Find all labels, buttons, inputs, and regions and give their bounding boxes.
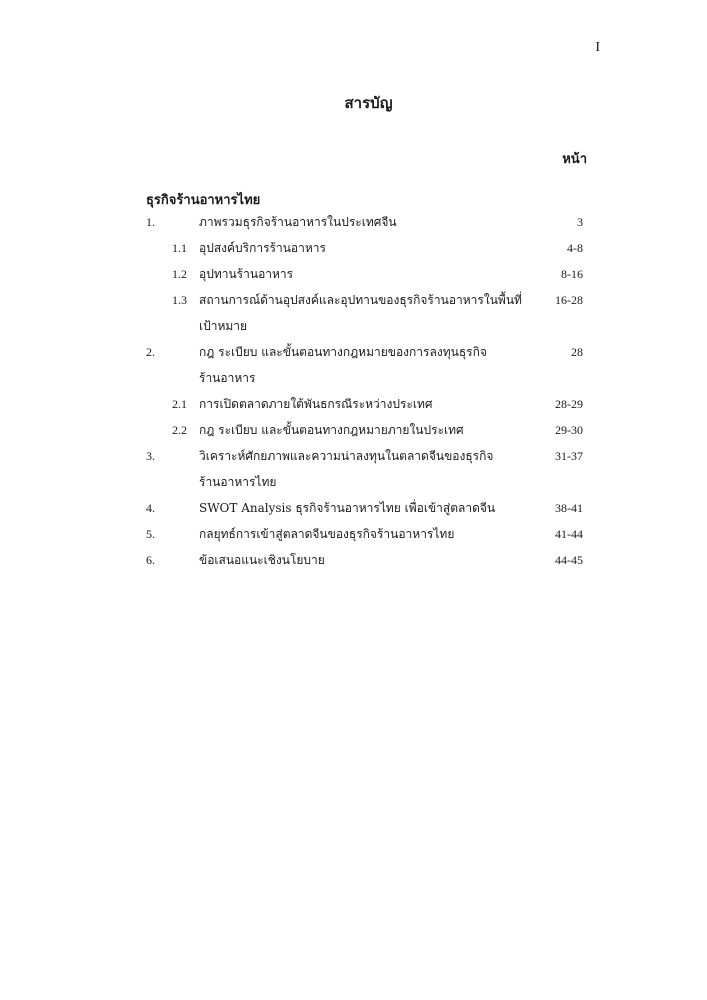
document-title: สารบัญ [344, 94, 393, 112]
toc-entry-page: 8-16 [561, 267, 583, 281]
toc-entry-number: 1.1 [172, 241, 187, 255]
toc-entry-text: ข้อเสนอแนะเชิงนโยบาย [199, 553, 325, 567]
toc-entry-page: 29-30 [555, 423, 583, 437]
page-number: I [595, 40, 600, 55]
toc-entry-number: 1. [146, 215, 155, 229]
toc-entry-text: กลยุทธ์การเข้าสู่ตลาดจีนของธุรกิจร้านอาหารไทย [199, 527, 455, 541]
toc-entry-text: กฎ ระเบียบ และขั้นตอนทางกฎหมายของการลงทุนธุรกิจ [199, 345, 487, 359]
toc-entry-text: วิเคราะห์ศักยภาพและความน่าลงทุนในตลาดจีนของธุรกิจ [199, 449, 494, 463]
toc-entry-number: 2.2 [172, 423, 187, 437]
toc-entry-number: 2.1 [172, 397, 187, 411]
toc-entry-page: 41-44 [555, 527, 583, 541]
toc-entry-number: 1.2 [172, 267, 187, 281]
toc-entry-text: อุปทานร้านอาหาร [199, 267, 294, 281]
toc-entry-page: 3 [577, 215, 583, 229]
toc-entry-page: 28-29 [555, 397, 583, 411]
toc-entry-number: 3. [146, 449, 155, 463]
toc-entry-text: การเปิดตลาดภายใต้พันธกรณีระหว่างประเทศ [199, 397, 433, 411]
toc-entry-number: 5. [146, 527, 155, 541]
toc-entry-number: 6. [146, 553, 155, 567]
toc-entry-text-continued: เป้าหมาย [199, 319, 248, 333]
toc-entry-page: 4-8 [567, 241, 583, 255]
toc-entry-text: สถานการณ์ด้านอุปสงค์และอุปทานของธุรกิจร้านอาหารในพื้นที่ [199, 293, 522, 307]
toc-entry-page: 38-41 [555, 501, 583, 515]
toc-entry-page: 31-37 [555, 449, 583, 463]
toc-entry-number: 1.3 [172, 293, 187, 307]
toc-entry-page: 16-28 [555, 293, 583, 307]
toc-entry-text: SWOT Analysis ธุรกิจร้านอาหารไทย เพื่อเข้าสู่ตลาดจีน [199, 501, 496, 515]
page-column-header: หน้า [562, 152, 587, 167]
section-heading: ธุรกิจร้านอาหารไทย [146, 193, 261, 208]
toc-entry-number: 4. [146, 501, 155, 515]
toc-entry-text: กฎ ระเบียบ และขั้นตอนทางกฎหมายภายในประเทศ [199, 423, 464, 437]
toc-entry-number: 2. [146, 345, 155, 359]
toc-entry-text-continued: ร้านอาหาร [199, 371, 256, 385]
toc-entry-page: 44-45 [555, 553, 583, 567]
toc-entry-text: ภาพรวมธุรกิจร้านอาหารในประเทศจีน [199, 215, 397, 229]
toc-entry-page: 28 [571, 345, 583, 359]
toc-entry-text: อุปสงค์บริการร้านอาหาร [199, 241, 326, 255]
toc-entry-text-continued: ร้านอาหารไทย [199, 475, 277, 489]
